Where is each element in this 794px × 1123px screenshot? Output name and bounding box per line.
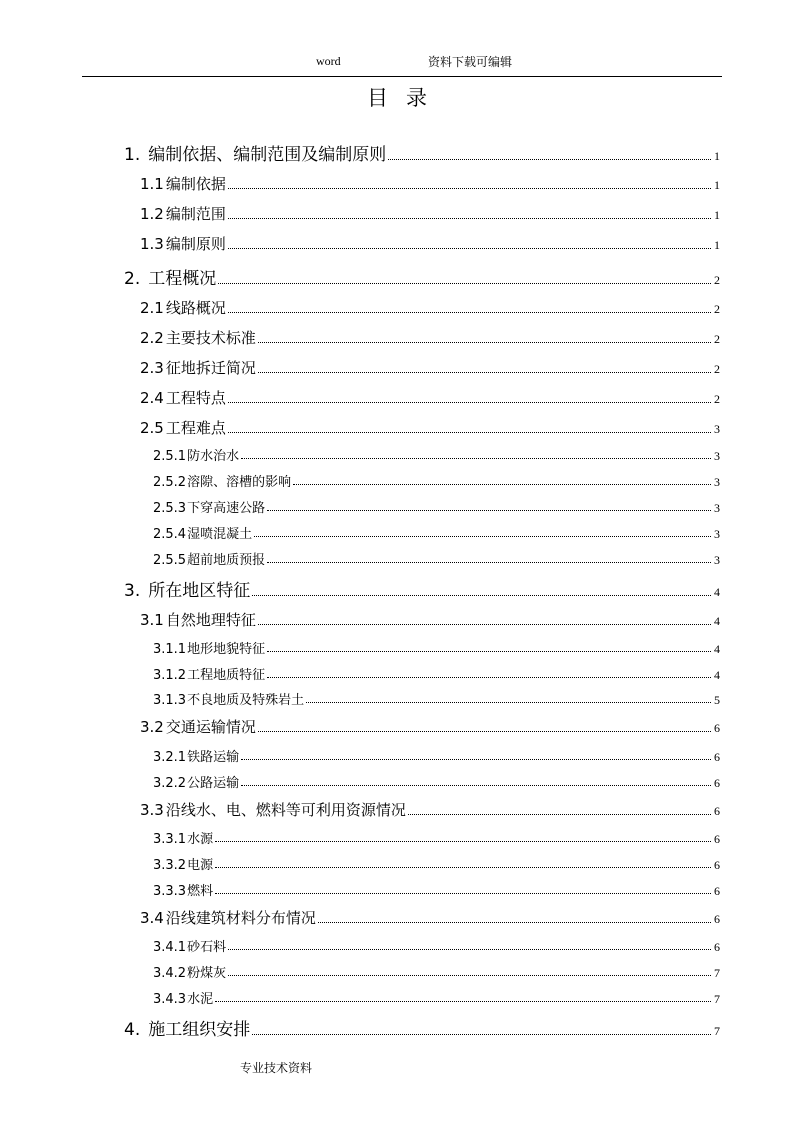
toc-entry-page: 2 — [714, 332, 720, 346]
toc-entry-page: 2 — [714, 362, 720, 376]
toc-entry-text: 水源 — [187, 832, 214, 847]
toc-leader-dots — [228, 312, 711, 313]
toc-entry-page: 7 — [714, 992, 720, 1006]
toc-entry[interactable] — [140, 203, 720, 224]
toc-entry-text: 工程难点 — [165, 419, 226, 437]
toc-entry-text: 电源 — [187, 858, 214, 873]
toc-leader-dots — [228, 432, 711, 433]
toc-leader-dots — [267, 677, 711, 678]
toc-leader-dots — [267, 510, 711, 511]
toc-entry-number: 3.2 — [140, 718, 164, 736]
toc-entry-number: 3.1.1 — [153, 642, 187, 657]
toc-entry-page: 4 — [714, 585, 720, 599]
toc-entry[interactable] — [153, 936, 720, 955]
toc-entry-number: 2.5.3 — [153, 501, 187, 516]
toc-leader-dots — [215, 841, 711, 842]
toc-entry[interactable] — [140, 387, 720, 408]
toc-entry-page: 5 — [714, 693, 720, 707]
header-right-text: 资料下载可编辑 — [428, 55, 513, 69]
page-title: 目录 — [367, 86, 445, 110]
toc-leader-dots — [267, 562, 711, 563]
toc-entry-number: 4. — [124, 1020, 141, 1040]
toc-entry-number: 3.2.1 — [153, 750, 187, 765]
toc-entry-page: 3 — [714, 475, 720, 489]
toc-entry-text: 公路运输 — [187, 776, 240, 791]
toc-entry-number: 2.5.1 — [153, 449, 187, 464]
toc-entry-text: 燃料 — [187, 884, 214, 899]
toc-leader-dots — [228, 218, 711, 219]
toc-entry-text: 线路概况 — [165, 299, 226, 317]
toc-leader-dots — [388, 159, 711, 160]
toc-entry-page: 2 — [714, 392, 720, 406]
toc-leader-dots — [258, 342, 711, 343]
toc-entry-text: 工程概况 — [148, 269, 217, 289]
toc-entry[interactable] — [124, 140, 720, 165]
toc-entry-text: 工程地质特征 — [187, 668, 266, 683]
toc-entry[interactable] — [153, 523, 720, 542]
toc-entry-page: 7 — [714, 1024, 720, 1038]
toc-entry[interactable] — [124, 264, 720, 289]
toc-entry[interactable] — [140, 173, 720, 194]
toc-entry-page: 1 — [714, 238, 720, 252]
toc-entry-number: 3.2.2 — [153, 776, 187, 791]
toc-entry-page: 1 — [714, 178, 720, 192]
toc-entry-text: 工程特点 — [165, 389, 226, 407]
toc-entry-text: 下穿高速公路 — [187, 501, 266, 516]
toc-entry[interactable] — [140, 417, 720, 438]
toc-entry-text: 自然地理特征 — [165, 611, 256, 629]
toc-entry[interactable] — [153, 549, 720, 568]
toc-entry-number: 3.4 — [140, 909, 164, 927]
toc-entry[interactable] — [153, 854, 720, 873]
toc-entry-number: 3.4.2 — [153, 966, 187, 981]
toc-entry-number: 1.2 — [140, 205, 164, 223]
toc-entry-number: 2.5.2 — [153, 475, 187, 490]
toc-leader-dots — [228, 949, 711, 950]
toc-entry[interactable] — [153, 880, 720, 899]
toc-entry-text: 交通运输情况 — [165, 718, 256, 736]
toc-entry-page: 3 — [714, 527, 720, 541]
toc-entry[interactable] — [140, 716, 720, 737]
toc-leader-dots — [241, 458, 711, 459]
toc-leader-dots — [215, 1001, 711, 1002]
toc-entry[interactable] — [153, 962, 720, 981]
toc-leader-dots — [228, 975, 711, 976]
toc-entry[interactable] — [153, 638, 720, 657]
toc-leader-dots — [318, 922, 711, 923]
toc-entry-text: 不良地质及特殊岩土 — [187, 693, 305, 708]
toc-entry-text: 沿线水、电、燃料等可利用资源情况 — [165, 801, 406, 819]
toc-entry-text: 征地拆迁简况 — [165, 359, 256, 377]
toc-entry-number: 2.3 — [140, 359, 164, 377]
toc-leader-dots — [306, 702, 711, 703]
toc-entry-text: 所在地区特征 — [148, 581, 251, 601]
toc-entry[interactable] — [124, 576, 720, 601]
toc-entry-text: 粉煤灰 — [187, 966, 227, 981]
toc-entry[interactable] — [153, 828, 720, 847]
toc-entry-text: 湿喷混凝土 — [187, 527, 253, 542]
toc-leader-dots — [258, 624, 711, 625]
toc-entry-page: 4 — [714, 642, 720, 656]
toc-entry-page: 1 — [714, 149, 720, 163]
toc-leader-dots — [252, 595, 711, 596]
toc-entry-number: 2.5.5 — [153, 553, 187, 568]
toc-entry-page: 6 — [714, 750, 720, 764]
toc-leader-dots — [408, 814, 711, 815]
toc-entry-page: 6 — [714, 858, 720, 872]
toc-entry-text: 防水治水 — [187, 449, 240, 464]
toc-entry-text: 编制原则 — [165, 235, 226, 253]
toc-entry[interactable] — [153, 664, 720, 683]
toc-entry-text: 沿线建筑材料分布情况 — [165, 909, 316, 927]
toc-entry-number: 3.3.2 — [153, 858, 187, 873]
toc-entry-number: 3.1.3 — [153, 693, 187, 708]
toc-entry-page: 6 — [714, 884, 720, 898]
toc-entry[interactable] — [153, 689, 720, 708]
toc-leader-dots — [228, 402, 711, 403]
toc-leader-dots — [228, 248, 711, 249]
toc-leader-dots — [267, 651, 711, 652]
toc-entry[interactable] — [140, 327, 720, 348]
toc-entry-number: 3.1.2 — [153, 668, 187, 683]
toc-entry-page: 3 — [714, 422, 720, 436]
toc-entry-number: 1.1 — [140, 175, 164, 193]
toc-leader-dots — [241, 759, 711, 760]
toc-entry-text: 水泥 — [187, 992, 214, 1007]
toc-entry[interactable] — [153, 746, 720, 765]
toc-entry-page: 2 — [714, 302, 720, 316]
toc-entry-number: 2.5 — [140, 419, 164, 437]
toc-entry-page: 7 — [714, 966, 720, 980]
toc-entry-text: 编制范围 — [165, 205, 226, 223]
toc-entry-page: 6 — [714, 776, 720, 790]
toc-entry[interactable] — [140, 907, 720, 928]
toc-entry-text: 溶隙、溶槽的影响 — [187, 475, 292, 490]
toc-entry-number: 3.3.1 — [153, 832, 187, 847]
toc-leader-dots — [258, 372, 711, 373]
toc-entry[interactable] — [153, 772, 720, 791]
toc-leader-dots — [258, 731, 711, 732]
toc-entry[interactable] — [140, 357, 720, 378]
toc-entry-number: 1.3 — [140, 235, 164, 253]
toc-leader-dots — [241, 785, 711, 786]
toc-entry-number: 3. — [124, 581, 141, 601]
toc-entry-number: 2.5.4 — [153, 527, 187, 542]
toc-entry[interactable] — [153, 497, 720, 516]
toc-entry-number: 3.3.3 — [153, 884, 187, 899]
page-footer: 专业技术资料 — [240, 1061, 313, 1075]
toc-leader-dots — [218, 283, 711, 284]
toc-entry[interactable] — [140, 297, 720, 318]
toc-entry-number: 3.4.1 — [153, 940, 187, 955]
toc-entry-text: 铁路运输 — [187, 750, 240, 765]
toc-entry[interactable] — [153, 471, 720, 490]
toc-entry[interactable] — [140, 799, 720, 820]
toc-entry-text: 砂石料 — [187, 940, 227, 955]
toc-leader-dots — [228, 188, 711, 189]
toc-entry-page: 4 — [714, 614, 720, 628]
toc-entry-number: 3.3 — [140, 801, 164, 819]
toc-entry-page: 1 — [714, 208, 720, 222]
toc-leader-dots — [254, 536, 711, 537]
toc-entry-number: 3.1 — [140, 611, 164, 629]
toc-leader-dots — [215, 893, 711, 894]
toc-entry-page: 6 — [714, 804, 720, 818]
toc-entry-number: 2.1 — [140, 299, 164, 317]
toc-entry-text: 编制依据 — [165, 175, 226, 193]
toc-entry[interactable] — [153, 988, 720, 1007]
toc-entry-page: 4 — [714, 668, 720, 682]
toc-leader-dots — [215, 867, 711, 868]
toc-entry-text: 施工组织安排 — [148, 1020, 251, 1040]
toc-entry-page: 3 — [714, 449, 720, 463]
toc-entry-page: 6 — [714, 721, 720, 735]
toc-entry-text: 主要技术标准 — [165, 329, 256, 347]
toc-entry-number: 2. — [124, 269, 141, 289]
toc-entry[interactable] — [140, 233, 720, 254]
header-left-text: word — [316, 54, 341, 68]
toc-entry-page: 6 — [714, 940, 720, 954]
toc-entry-page: 6 — [714, 912, 720, 926]
toc-entry-page: 3 — [714, 501, 720, 515]
toc-entry-page: 6 — [714, 832, 720, 846]
toc-entry-number: 2.2 — [140, 329, 164, 347]
toc-entry-number: 1. — [124, 145, 141, 165]
toc-entry-number: 2.4 — [140, 389, 164, 407]
toc-leader-dots — [293, 484, 711, 485]
toc-entry-page: 3 — [714, 553, 720, 567]
toc-entry-page: 2 — [714, 273, 720, 287]
toc-entry-text: 超前地质预报 — [187, 553, 266, 568]
toc-entry[interactable] — [140, 609, 720, 630]
toc-entry-text: 编制依据、编制范围及编制原则 — [148, 145, 387, 165]
toc-entry[interactable] — [153, 445, 720, 464]
toc-entry[interactable] — [124, 1015, 720, 1040]
toc-leader-dots — [252, 1034, 711, 1035]
toc-entry-text: 地形地貌特征 — [187, 642, 266, 657]
toc-entry-number: 3.4.3 — [153, 992, 187, 1007]
